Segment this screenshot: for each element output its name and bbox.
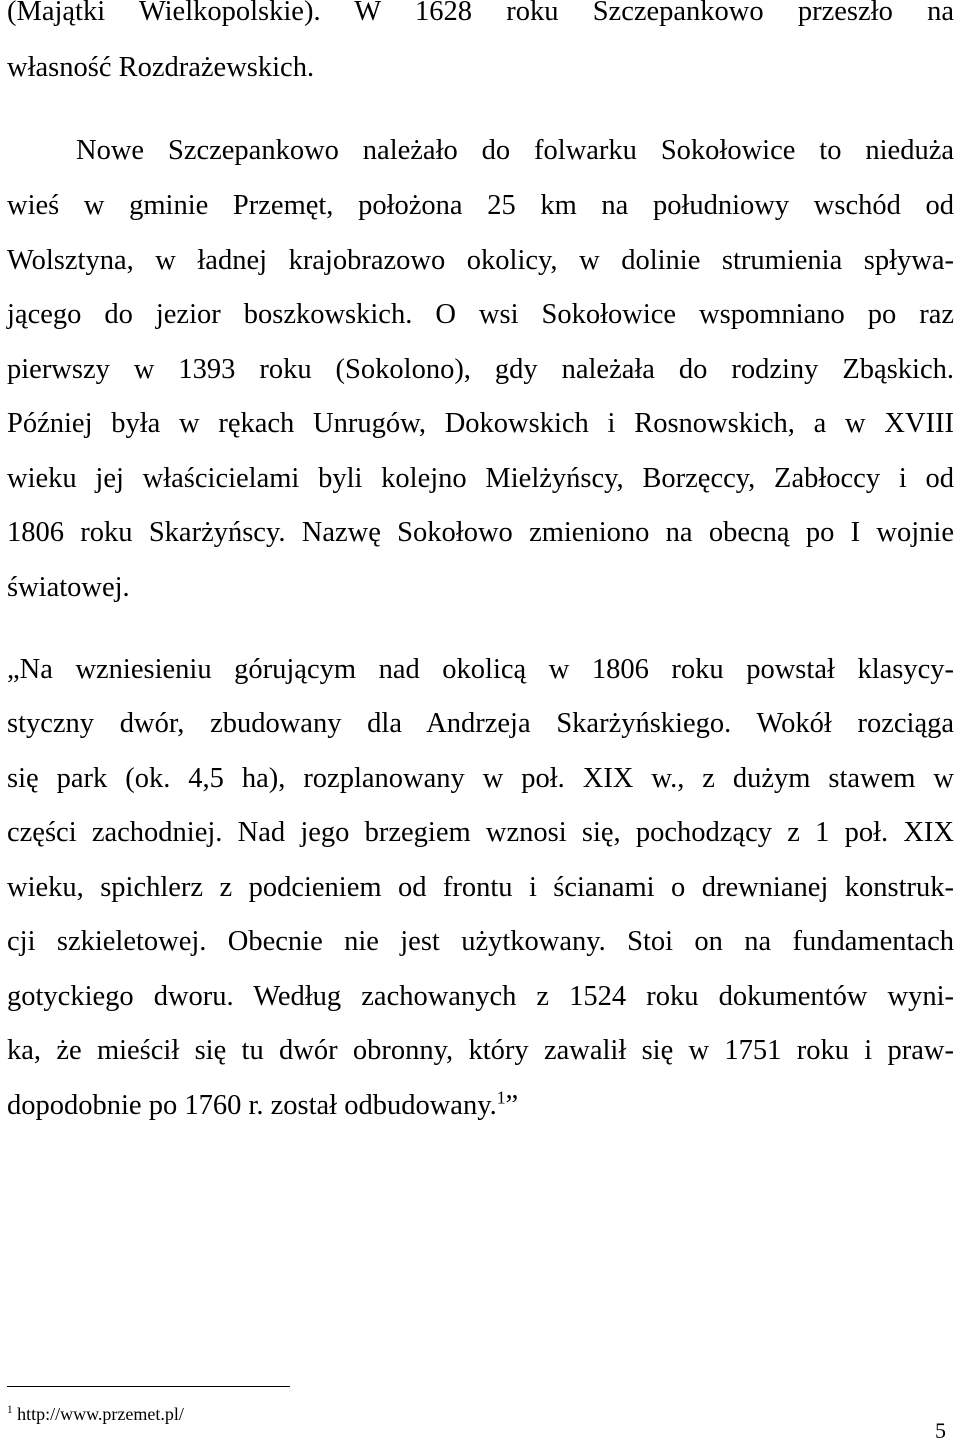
paragraph-2-line-2: wieś w gminie Przemęt, położona 25 km na południowy wschód od: [7, 190, 954, 221]
footnote-separator: [7, 1386, 290, 1387]
paragraph-2-line-8: 1806 roku Skarżyńscy. Nazwę Sokołowo zmieniono na obecną po I wojnie: [7, 517, 954, 548]
paragraph-3-last-line-text: dopodobnie po 1760 r. został odbudowany.: [7, 1090, 497, 1121]
footnote-marker: 1: [7, 1404, 13, 1416]
paragraph-3-line-4: części zachodniej. Nad jego brzegiem wznosi się, pochodzący z 1 poł. XIX: [7, 817, 954, 848]
paragraph-1-line-2: własność Rozdrażewskich.: [7, 52, 315, 83]
page-number: 5: [935, 1418, 946, 1443]
paragraph-3-line-6: cji szkieletowej. Obecnie nie jest użytkowany. Stoi on na fundamentach: [7, 926, 954, 957]
paragraph-2-line-4: jącego do jezior boszkowskich. O wsi Sokołowice wspomniano po raz: [7, 299, 954, 330]
paragraph-3-line-3: się park (ok. 4,5 ha), rozplanowany w poł. XIX w., z dużym stawem w: [7, 763, 954, 794]
paragraph-2-line-9: światowej.: [7, 572, 130, 603]
footnote: [7, 1403, 184, 1425]
paragraph-3-line-8: ka, że mieścił się tu dwór obronny, który zawalił się w 1751 roku i praw-: [7, 1035, 954, 1066]
closing-quote: ”: [505, 1090, 519, 1121]
paragraph-1-line-1: (Majątki Wielkopolskie). W 1628 roku Szczepankowo przeszło na: [7, 0, 954, 27]
paragraph-2-line-6: Później była w rękach Unrugów, Dokowskich i Rosnowskich, a w XVIII: [7, 408, 954, 439]
paragraph-3-line-9: [7, 1088, 954, 1124]
paragraph-2-line-3: Wolsztyna, w ładnej krajobrazowo okolicy, w dolinie strumienia spływa-: [7, 245, 954, 276]
footnote-link[interactable]: http://www.przemet.pl/: [17, 1404, 184, 1424]
paragraph-3-line-5: wieku, spichlerz z podcieniem od frontu i ścianami o drewnianej konstruk-: [7, 872, 954, 903]
footnote-reference[interactable]: 1: [496, 1087, 506, 1108]
paragraph-3-line-7: gotyckiego dworu. Według zachowanych z 1524 roku dokumentów wyni-: [7, 981, 954, 1012]
paragraph-2-line-1: Nowe Szczepankowo należało do folwarku Sokołowice to nieduża: [76, 135, 954, 166]
paragraph-3-line-1: „Na wzniesieniu górującym nad okolicą w 1806 roku powstał klasycy-: [7, 654, 954, 685]
paragraph-2-line-5: pierwszy w 1393 roku (Sokolono), gdy należała do rodziny Zbąskich.: [7, 354, 954, 385]
paragraph-3-line-2: styczny dwór, zbudowany dla Andrzeja Skarżyńskiego. Wokół rozciąga: [7, 708, 954, 739]
paragraph-2-line-7: wieku jej właścicielami byli kolejno Mielżyńscy, Borzęccy, Zabłoccy i od: [7, 463, 954, 494]
